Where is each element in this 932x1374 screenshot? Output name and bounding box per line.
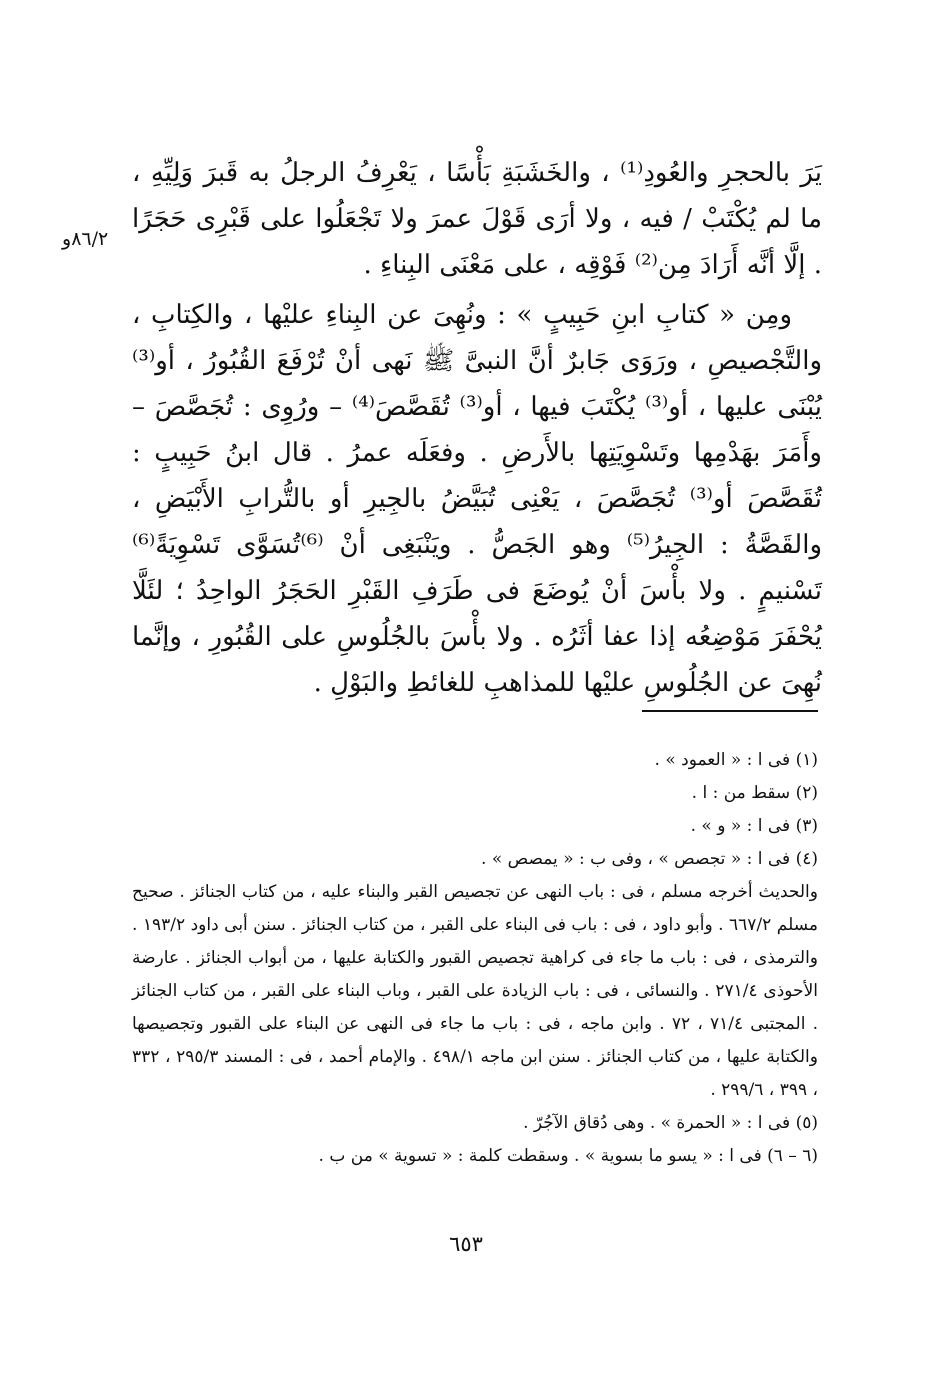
footnote-6: (٦ – ٦) فى ا : « يسو ما بسوية » . وسقطت كلمة : « تسوية » من ب .	[318, 1146, 818, 1166]
footnote-2: (٢) سقط من : ا .	[691, 783, 818, 803]
footnote-separator	[642, 710, 818, 712]
paragraph-1: يَرَ بالحجرِ والعُودِ⁽¹⁾ ، والخَشَبَةِ بَأْسًا ، يَعْرِفُ الرجلُ به قَبرَ وَلِيِّهِ ، ما لم يُكْتَبْ / فيه ، ولا أرَى قَوْلَ عمرَ ولا تَجْعَلُوا على قَبْرِى حَجَرًا . إلَّا أنَّه أَرَادَ مِن⁽²⁾ فَوْقِه ، على مَعْنَى البِناءِ .	[132, 158, 822, 280]
page-number: ٦٥٣	[449, 1232, 483, 1256]
footnote-4: (٤) فى ا : « تجصص » ، وفى ب : « يمصص » .	[481, 849, 818, 869]
footnotes	[132, 744, 818, 1173]
margin-folio-note: ٨٦/٢و	[62, 228, 109, 250]
footnote-5: (٥) فى ا : « الحمرة » . وهى دُقاق الآجُرّ .	[523, 1113, 818, 1133]
main-text	[132, 150, 822, 706]
footnote-1: (١) فى ا : « العمود » .	[654, 750, 818, 770]
footnote-4-reference: والحديث أخرجه مسلم ، فى : باب النهى عن تجصيص القبر والبناء عليه ، من كتاب الجنائز . صحيح مسلم ٦٦٧/٢ . وأبو داود ، فى : باب فى البناء على القبر ، من كتاب الجنائز . سنن أبى داود ١٩٣/٢ . والترمذى ، فى : باب ما جاء فى كراهية تجصيص القبور والكتابة عليها ، من أبواب الجنائز . عارضة الأحوذى ٢٧١/٤ . والنسائى ، فى : باب الزيادة على القبر ، وباب البناء على القبر ، من كتاب الجنائز . المجتبى ٧١/٤ ، ٧٢ . وابن ماجه ، فى : باب ما جاء فى النهى عن البناء على القبور وتجصيصها والكتابة عليها ، من كتاب الجنائز . سنن ابن ماجه ٤٩٨/١ . والإمام أحمد ، فى : المسند ٢٩٥/٣ ، ٣٣٢ ، ٣٩٩ ، ٢٩٩/٦ .	[132, 882, 818, 1100]
footnote-3: (٣) فى ا : « و » .	[690, 816, 818, 836]
paragraph-2: ومِن « كتابِ ابنِ حَبِيبٍ » : ونُهِىَ عن البِناءِ عليْها ، والكِتابِ ، والتَّجْصيصِ ، ورَوَى جَابرٌ أنَّ النبىَّ ﷺ نَهى أنْ تُرْفَعَ القُبُورُ ، أو⁽³⁾ يُبْنَى عليها ، أو⁽³⁾ يُكْتَبَ فيها ، أو⁽³⁾ تُقَصَّصَ⁽⁴⁾ – ورُوِى : تُجَصَّصَ – وأَمَرَ بهَدْمِها وتَسْوِيَتِها بالأَرضِ . وفعَلَه عمرُ . قال ابنُ حَبِيبٍ : تُقَصَّصَ أو⁽³⁾ تُجَصَّصَ ، يَعْنِى تُبَيَّضُ بالجِيرِ أو بالتُّرابِ الأَبْيَضِ ، والقَصَّةُ : الجِيرُ⁽⁵⁾ وهو الجَصُّ . ويَنْبَغِى أنْ ⁽⁶⁾تُسَوَّى تَسْوِيَةً⁽⁶⁾ تَسْنيمٍ . ولا بأْسَ أنْ يُوضَعَ فى طَرَفِ القَبْرِ الحَجَرُ الواحِدُ ؛ لئَلَّا يُحْفَرَ مَوْضِعُه إذا عفا أثَرُه . ولا بأْسَ بالجُلُوسِ على القُبُورِ ، وإنَّما نُهِىَ عن الجُلُوسِ عليْها للمذاهبِ للغائطِ والبَوْلِ .	[132, 300, 823, 698]
